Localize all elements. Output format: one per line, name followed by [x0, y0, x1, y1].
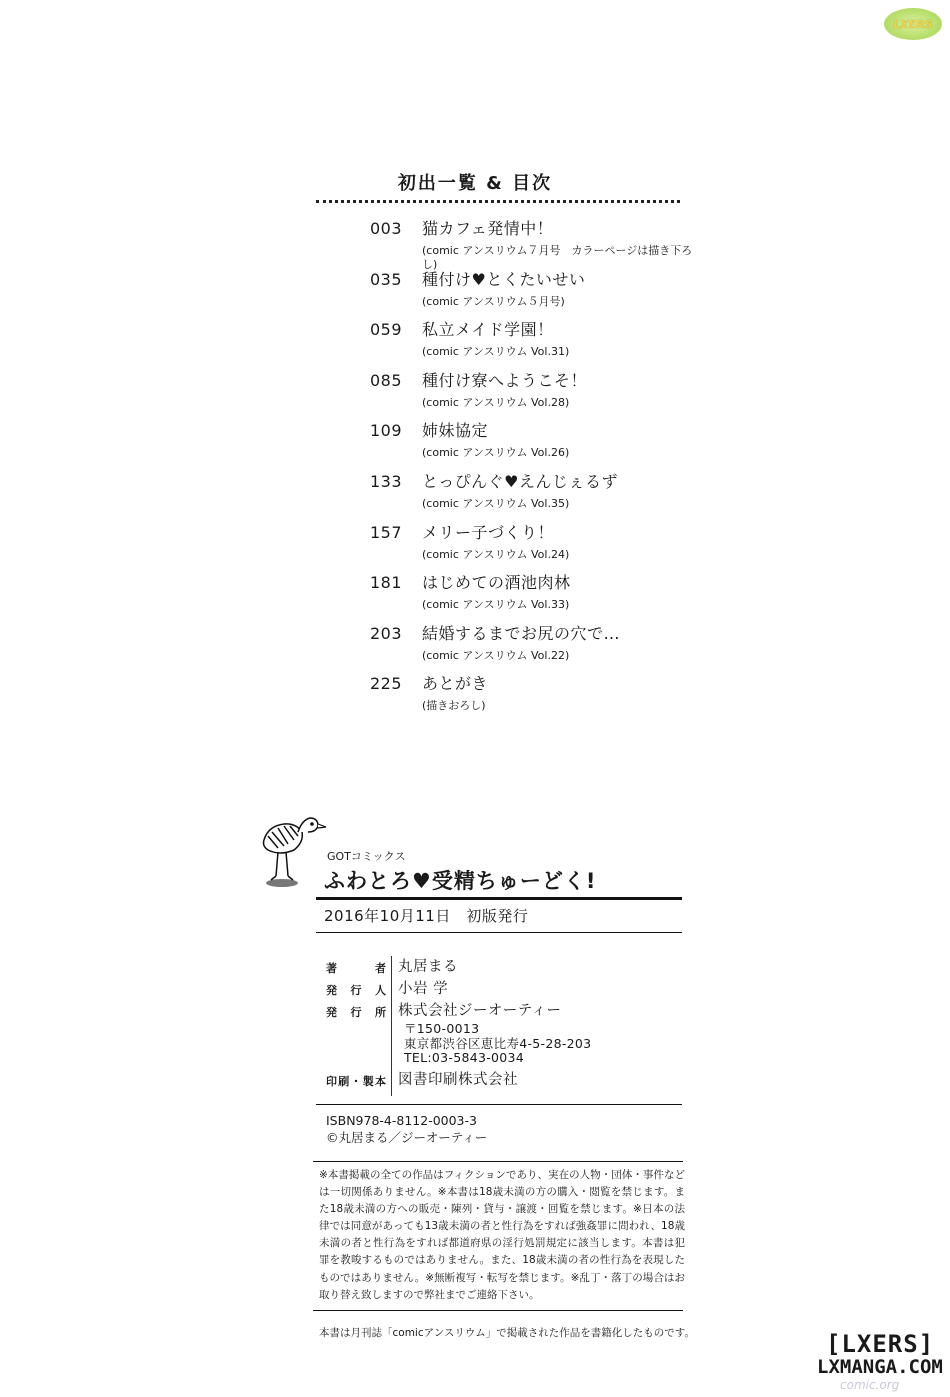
dotted-divider — [316, 200, 680, 203]
page-number: 003 — [370, 219, 403, 238]
table-of-contents — [370, 216, 700, 722]
date-rule — [316, 932, 682, 933]
credit-address — [326, 1022, 686, 1066]
page-number: 181 — [370, 573, 403, 593]
publisher-address: 東京都渋谷区恵比寿4-5-28-203 — [404, 1035, 592, 1051]
credit-label: 印刷・製本 — [326, 1074, 386, 1088]
toc-heading: 初出一覧 & 目次 — [397, 173, 553, 194]
chapter-source: (描きおろし) — [422, 699, 486, 713]
printer-name: 図書印刷株式会社 — [398, 1071, 518, 1088]
isbn-rule — [316, 1104, 682, 1105]
logo-text: LXERS — [893, 17, 933, 31]
page-number: 225 — [370, 674, 403, 694]
chapter-title: あとがき — [422, 674, 489, 694]
chapter-title: 姉妹協定 — [422, 421, 489, 441]
chapter-title: 結婚するまでお尻の穴で… — [422, 623, 621, 643]
lxers-logo — [884, 8, 942, 40]
credit-publisher — [326, 1000, 686, 1022]
chapter-source: (comic アンスリウム Vol.33) — [422, 598, 570, 612]
book-title: ふわとろ♥受精ちゅーどく! — [324, 869, 597, 893]
chapter-source: (comic アンスリウム Vol.22) — [422, 648, 570, 662]
page-number: 035 — [370, 269, 403, 289]
footnote: 本書は月刊誌「comicアンスリウム」で掲載された作品を書籍化したものです。 — [319, 1327, 695, 1339]
credits-block — [326, 956, 686, 1091]
postal-code: 〒150-0013 — [404, 1021, 480, 1036]
toc-entry — [370, 216, 700, 271]
author-name: 丸居まる — [398, 959, 458, 975]
publication-date: 2016年10月11日 初版発行 — [324, 907, 529, 925]
chapter-title: とっぴんぐ♥えんじぇるず — [422, 471, 619, 491]
chapter-source: (comic アンスリウム７月号 カラーページは描き下ろし) — [422, 244, 693, 271]
chapter-source: (comic アンスリウム Vol.26) — [422, 446, 570, 460]
chapter-title: 種付け寮へようこそ！ — [422, 370, 588, 390]
page-number: 157 — [370, 522, 403, 542]
chapter-title: 猫カフェ発情中！ — [422, 219, 554, 238]
toc-entry — [370, 368, 700, 419]
toc-entry — [370, 671, 700, 722]
chapter-title: はじめての酒池肉林 — [422, 573, 571, 593]
credit-label: 著者 — [326, 962, 386, 975]
credit-printer — [326, 1069, 686, 1091]
copyright: ©丸居まる／ジーオーティー — [326, 1130, 488, 1145]
page-number: 203 — [370, 623, 403, 643]
page-number: 085 — [370, 370, 403, 390]
chapter-title: メリー子づくり！ — [422, 522, 555, 542]
watermark-logo-url: LXMANGA.COM — [817, 1356, 943, 1378]
chapter-source: (comic アンスリウム Vol.35) — [422, 496, 570, 510]
chapter-source: (comic アンスリウム Vol.31) — [422, 345, 570, 359]
publisher-tel: TEL:03-5843-0034 — [404, 1050, 525, 1065]
toc-entry — [370, 418, 700, 469]
faint-watermark: comic.org — [840, 1378, 900, 1392]
legal-notice: ※本書掲載の全ての作品はフィクションであり、実在の人物・団体・事件などは一切関係ありません。※本書は18歳未満の方の購入・閲覧を禁じます。また18歳未満の方への販売・陳列・貸与・譲渡・回覧を禁じます。※日本の法律では同意があっても13歳未満の者と性行為をすれば強姦罪に問われ、18歳未満の者と性行為をすれば都道府県の淫行処罰規定に該当します。本書は犯罪を教唆するものではありません。また、18歳未満の者の性行為を表現したものではありません。※無断複写・転写を禁じます。※乱丁・落丁の場合はお取り替え致しますので弊社までご連絡下さい。 — [319, 1169, 685, 1301]
chapter-title: 私立メイド学園！ — [422, 320, 554, 340]
toc-entry — [370, 621, 700, 672]
toc-entry — [370, 520, 700, 571]
chapter-title: 種付け♥とくたいせい — [422, 269, 586, 289]
toc-entry — [370, 267, 700, 318]
publisher-person-name: 小岩 学 — [398, 981, 449, 997]
chapter-source: (comic アンスリウム Vol.24) — [422, 547, 570, 561]
toc-entry — [370, 570, 700, 621]
isbn: ISBN978-4-8112-0003-3 — [326, 1113, 477, 1128]
publisher-name: 株式会社ジーオーティー — [398, 1003, 562, 1019]
bird-mascot-icon — [258, 810, 328, 890]
title-rule — [316, 897, 682, 900]
credit-label: 発行人 — [326, 984, 386, 997]
isbn-block — [326, 1112, 487, 1146]
imprint-label: GOTコミックス — [327, 850, 406, 863]
toc-entry — [370, 317, 700, 368]
chapter-source: (comic アンスリウム５月号) — [422, 294, 565, 308]
credit-publisher-person — [326, 978, 686, 1000]
toc-entry — [370, 469, 700, 520]
watermark-logo-bracket: [LXERS] — [826, 1330, 935, 1358]
page-number: 133 — [370, 471, 403, 491]
credit-label: 発行所 — [326, 1006, 386, 1019]
page-number: 059 — [370, 320, 403, 340]
credit-author — [326, 956, 686, 978]
chapter-source: (comic アンスリウム Vol.28) — [422, 395, 570, 409]
page-number: 109 — [370, 421, 403, 441]
